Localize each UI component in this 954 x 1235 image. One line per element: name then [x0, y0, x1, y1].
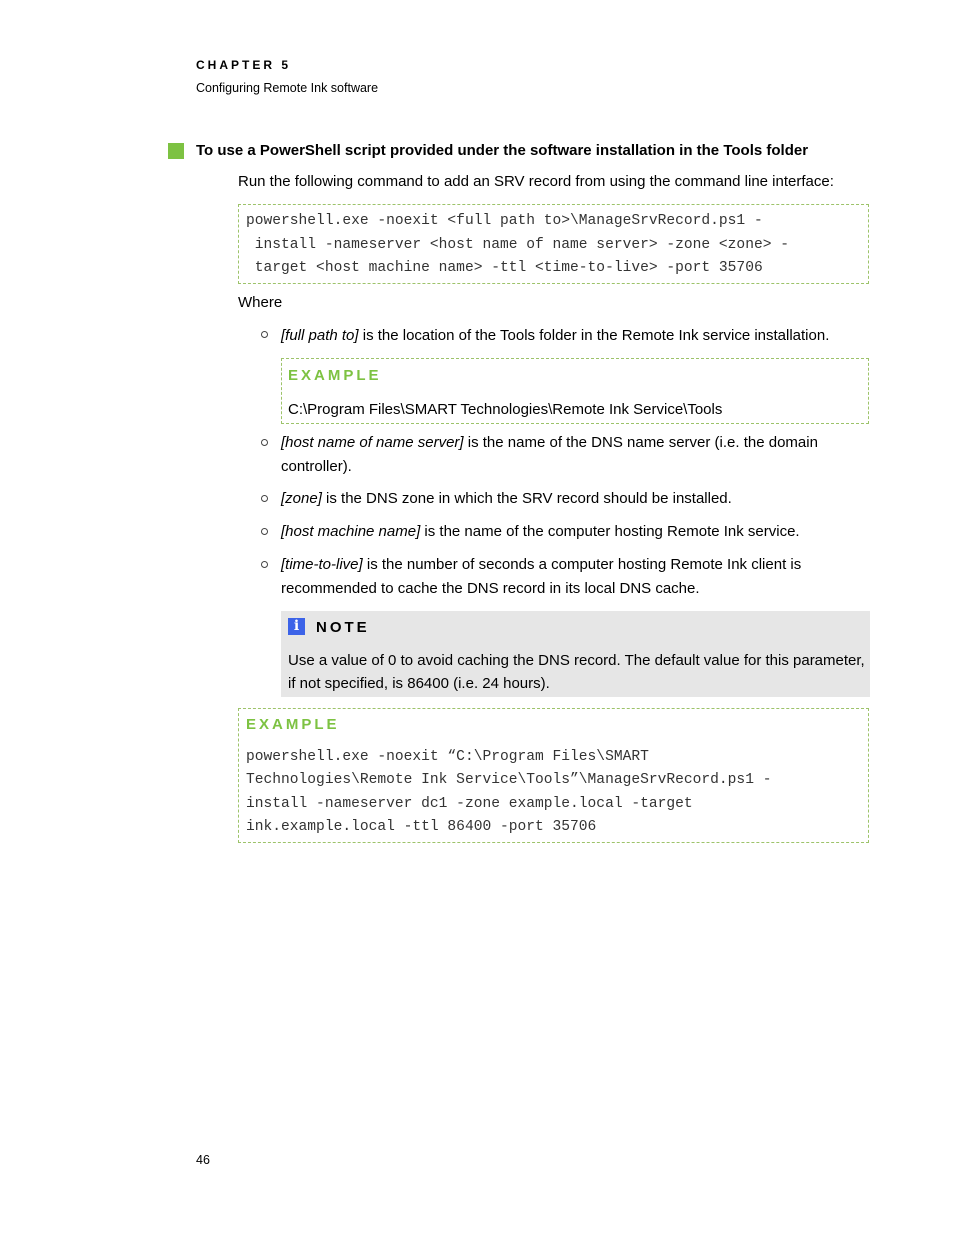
param-desc: is the name of the computer hosting Remote Ink service.: [420, 523, 800, 540]
info-icon: i: [288, 618, 305, 635]
param-desc: is the DNS zone in which the SRV record should be installed.: [321, 490, 732, 507]
note-text-line: if not specified, is 86400 (i.e. 24 hours).: [288, 675, 550, 692]
command-line: target <host machine name> -ttl <time-to-live> -port 35706: [246, 260, 763, 276]
bullet-icon: [261, 528, 268, 535]
bullet-icon: [261, 439, 268, 446]
note-text-line: Use a value of 0 to avoid caching the DNS record. The default value for this parameter,: [288, 652, 865, 669]
procedure-heading: To use a PowerShell script provided under the software installation in the Tools folder: [196, 142, 809, 159]
example-label: EXAMPLE: [288, 367, 382, 384]
param-item: [281, 431, 861, 478]
procedure-marker-icon: [168, 143, 184, 159]
bullet-icon: [261, 495, 268, 502]
param-term: [host name of name server]: [281, 434, 464, 451]
param-desc: is the name of the DNS name server (i.e. the domain: [463, 434, 818, 451]
example-code-block: [238, 708, 869, 843]
example-code-line: Technologies\Remote Ink Service\Tools”\ManageSrvRecord.ps1 -: [246, 772, 772, 788]
command-line: install -nameserver <host name of name server> -zone <zone> -: [246, 237, 789, 253]
param-desc-continued: controller).: [281, 457, 352, 475]
param-item: [281, 487, 732, 511]
example-code-line: powershell.exe -noexit “C:\Program Files\SMART: [246, 749, 649, 765]
page-number: 46: [196, 1153, 210, 1167]
param-term: [host machine name]: [281, 523, 421, 540]
param-term: [full path to]: [281, 327, 359, 344]
command-line: powershell.exe -noexit <full path to>\ManageSrvRecord.ps1 -: [246, 213, 763, 229]
where-label: Where: [238, 294, 283, 311]
bullet-icon: [261, 331, 268, 338]
example-label: EXAMPLE: [246, 716, 340, 733]
param-item: [281, 553, 861, 600]
example-path: C:\Program Files\SMART Technologies\Remote Ink Service\Tools: [288, 401, 723, 418]
param-desc: is the location of the Tools folder in the Remote Ink service installation.: [358, 327, 830, 344]
chapter-subtitle: Configuring Remote Ink software: [196, 81, 379, 95]
param-desc-continued: recommended to cache the DNS record in its local DNS cache.: [281, 579, 700, 597]
chapter-label: CHAPTER 5: [196, 58, 292, 72]
example-code-line: ink.example.local -ttl 86400 -port 35706: [246, 819, 597, 835]
param-term: [time-to-live]: [281, 556, 363, 573]
param-item: [281, 324, 829, 348]
param-item: [281, 520, 800, 544]
command-code-block: [238, 204, 869, 284]
note-label: NOTE: [316, 619, 370, 636]
example-box: [281, 358, 869, 424]
param-term: [zone]: [281, 490, 322, 507]
procedure-intro: Run the following command to add an SRV record from using the command line interface:: [238, 173, 834, 190]
bullet-icon: [261, 561, 268, 568]
example-code-line: install -nameserver dc1 -zone example.local -target: [246, 796, 693, 812]
param-desc: is the number of seconds a computer hosting Remote Ink client is: [362, 556, 802, 573]
